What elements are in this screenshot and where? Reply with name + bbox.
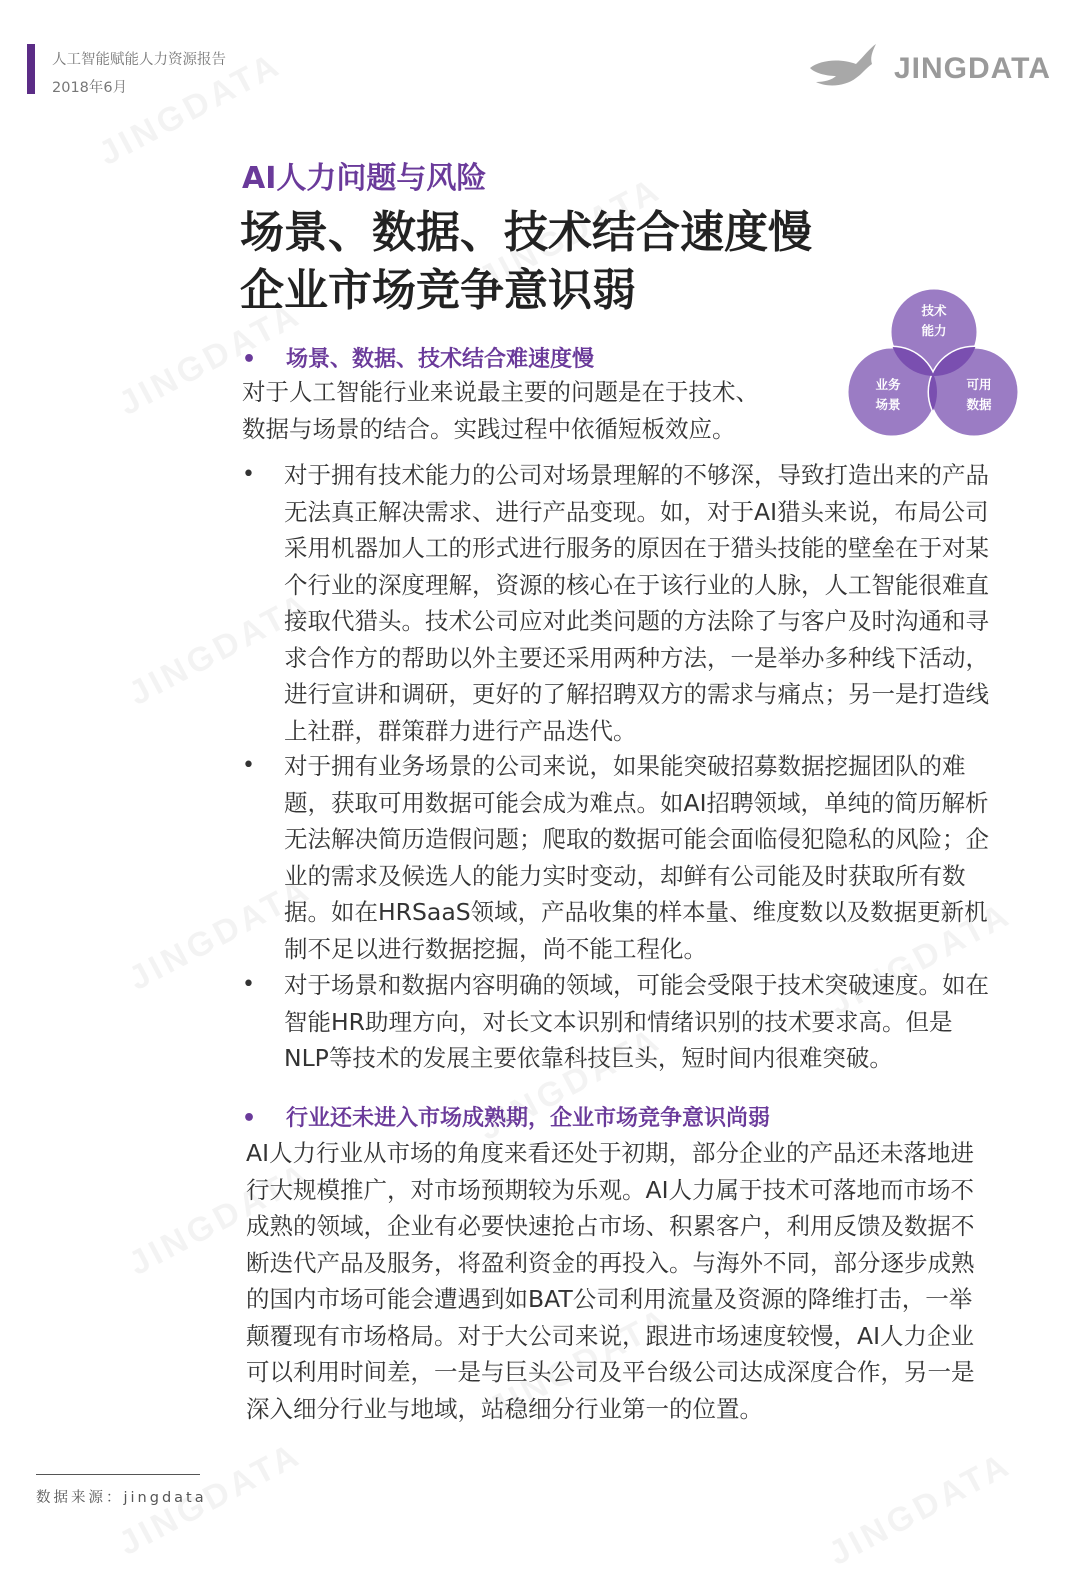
jingdata-logo [806,38,1051,98]
text-line: 智能HR助理方向，对长文本识别和情绪识别的技术要求高。但是 [284,1007,953,1036]
whale-logo-icon [806,38,886,98]
data-source-note: 数据来源：jingdata [36,1490,207,1506]
section-1-intro [242,374,759,447]
text-line: 对于人工智能行业来说最主要的问题是在于技术、 [242,378,759,406]
text-line: AI人力行业从市场的角度来看还处于初期，部分企业的产品还未落地进 [246,1139,975,1167]
section-1-heading [242,342,594,373]
logo-text: JINGDATA [894,52,1051,85]
report-title: 人工智能赋能人力资源报告 [52,52,226,68]
text-line: 进行宣讲和调研，更好的了解招聘双方的需求与痛点；另一是打造线 [284,680,989,708]
text-line: 颠覆现有市场格局。对于大公司来说，跟进市场速度较慢，AI人力企业 [246,1321,975,1350]
text-line: 无法解决简历造假问题；爬取的数据可能会面临侵犯隐私的风险；企 [284,825,989,853]
text-line: 接取代猎头。技术公司应对此类问题的方法除了与客户及时沟通和寻 [284,607,989,635]
text-line: 上社群，群策群力进行产品迭代。 [284,716,637,745]
section-1-heading-text: 场景、数据、技术结合难速度慢 [286,347,595,372]
text-line: 对于拥有技术能力的公司对场景理解的不够深，导致打造出来的产品 [284,461,989,489]
report-date: 2018年6月 [52,80,128,96]
text-line: 行大规模推广，对市场预期较为乐观。AI人力属于技术可落地而市场不 [246,1175,975,1204]
page-title-line-1: 场景、数据、技术结合速度慢 [240,207,812,258]
text-line: 断迭代产品及服务，将盈利资金的再投入。与海外不同，部分逐步成熟 [246,1248,975,1277]
page-title-line-2: 企业市场竞争意识弱 [240,265,636,316]
text-line: 数据与场景的结合。实践过程中依循短板效应。 [242,414,736,443]
section-label: AI人力问题与风险 [242,161,487,196]
venn-label-data: 可用 数据 [966,377,992,412]
bullet-icon: • [242,753,255,778]
page-title [240,204,812,320]
text-line: 制不足以进行数据挖掘，尚不能工程化。 [284,934,707,963]
text-line: 个行业的深度理解，资源的核心在于该行业的人脉，人工智能很难直 [284,570,989,599]
text-line: 据。如在HRSaaS领域，产品收集的样本量、维度数以及数据更新机 [284,898,988,926]
venn-label-tech: 技术 能力 [921,303,947,338]
bullet-icon: • [242,347,257,372]
text-line: 题，获取可用数据可能会成为难点。如AI招聘领域，单纯的简历解析 [284,788,989,817]
text-line: NLP等技术的发展主要依靠科技巨头，短时间内很难突破。 [284,1044,893,1072]
text-line: 深入细分行业与地域，站稳细分行业第一的位置。 [246,1394,763,1423]
list-item-text [284,457,989,749]
bullet-icon: • [242,1106,257,1131]
bullet-icon: • [242,462,255,487]
list-item-text [284,748,989,967]
section-2-heading [242,1101,770,1132]
text-line: 对于拥有业务场景的公司来说，如果能突破招募数据挖掘团队的难 [284,752,966,780]
footer-divider [36,1474,200,1475]
venn-label-business: 业务 场景 [875,377,901,412]
text-line: 采用机器加人工的形式进行服务的原因在于猎头技能的壁垒在于对某 [284,534,989,562]
section-2-paragraph [246,1135,975,1427]
text-line: 的国内市场可能会遭遇到如BAT公司利用流量及资源的降维打击，一举 [246,1285,973,1313]
venn-diagram [846,288,1026,448]
text-line: 可以利用时间差，一是与巨头公司及平台级公司达成深度合作，另一是 [246,1358,975,1386]
watermark [823,1445,1019,1574]
list-item-text [284,967,989,1077]
section-2-heading-text: 行业还未进入市场成熟期，企业市场竞争意识尚弱 [286,1106,771,1131]
text-line: 对于场景和数据内容明确的领域，可能会受限于技术突破速度。如在 [284,971,989,999]
text-line: 求合作方的帮助以外主要还采用两种方法，一是举办多种线下活动， [284,643,989,672]
text-line: 业的需求及候选人的能力实时变动，却鲜有公司能及时获取所有数 [284,861,966,890]
bullet-icon: • [242,972,255,997]
text-line: 成熟的领域，企业有必要快速抢占市场、积累客户，利用反馈及数据不 [246,1212,975,1240]
text-line: 无法真正解决需求、进行产品变现。如，对于AI猎头来说，布局公司 [284,497,989,526]
header-accent-bar [27,44,35,94]
